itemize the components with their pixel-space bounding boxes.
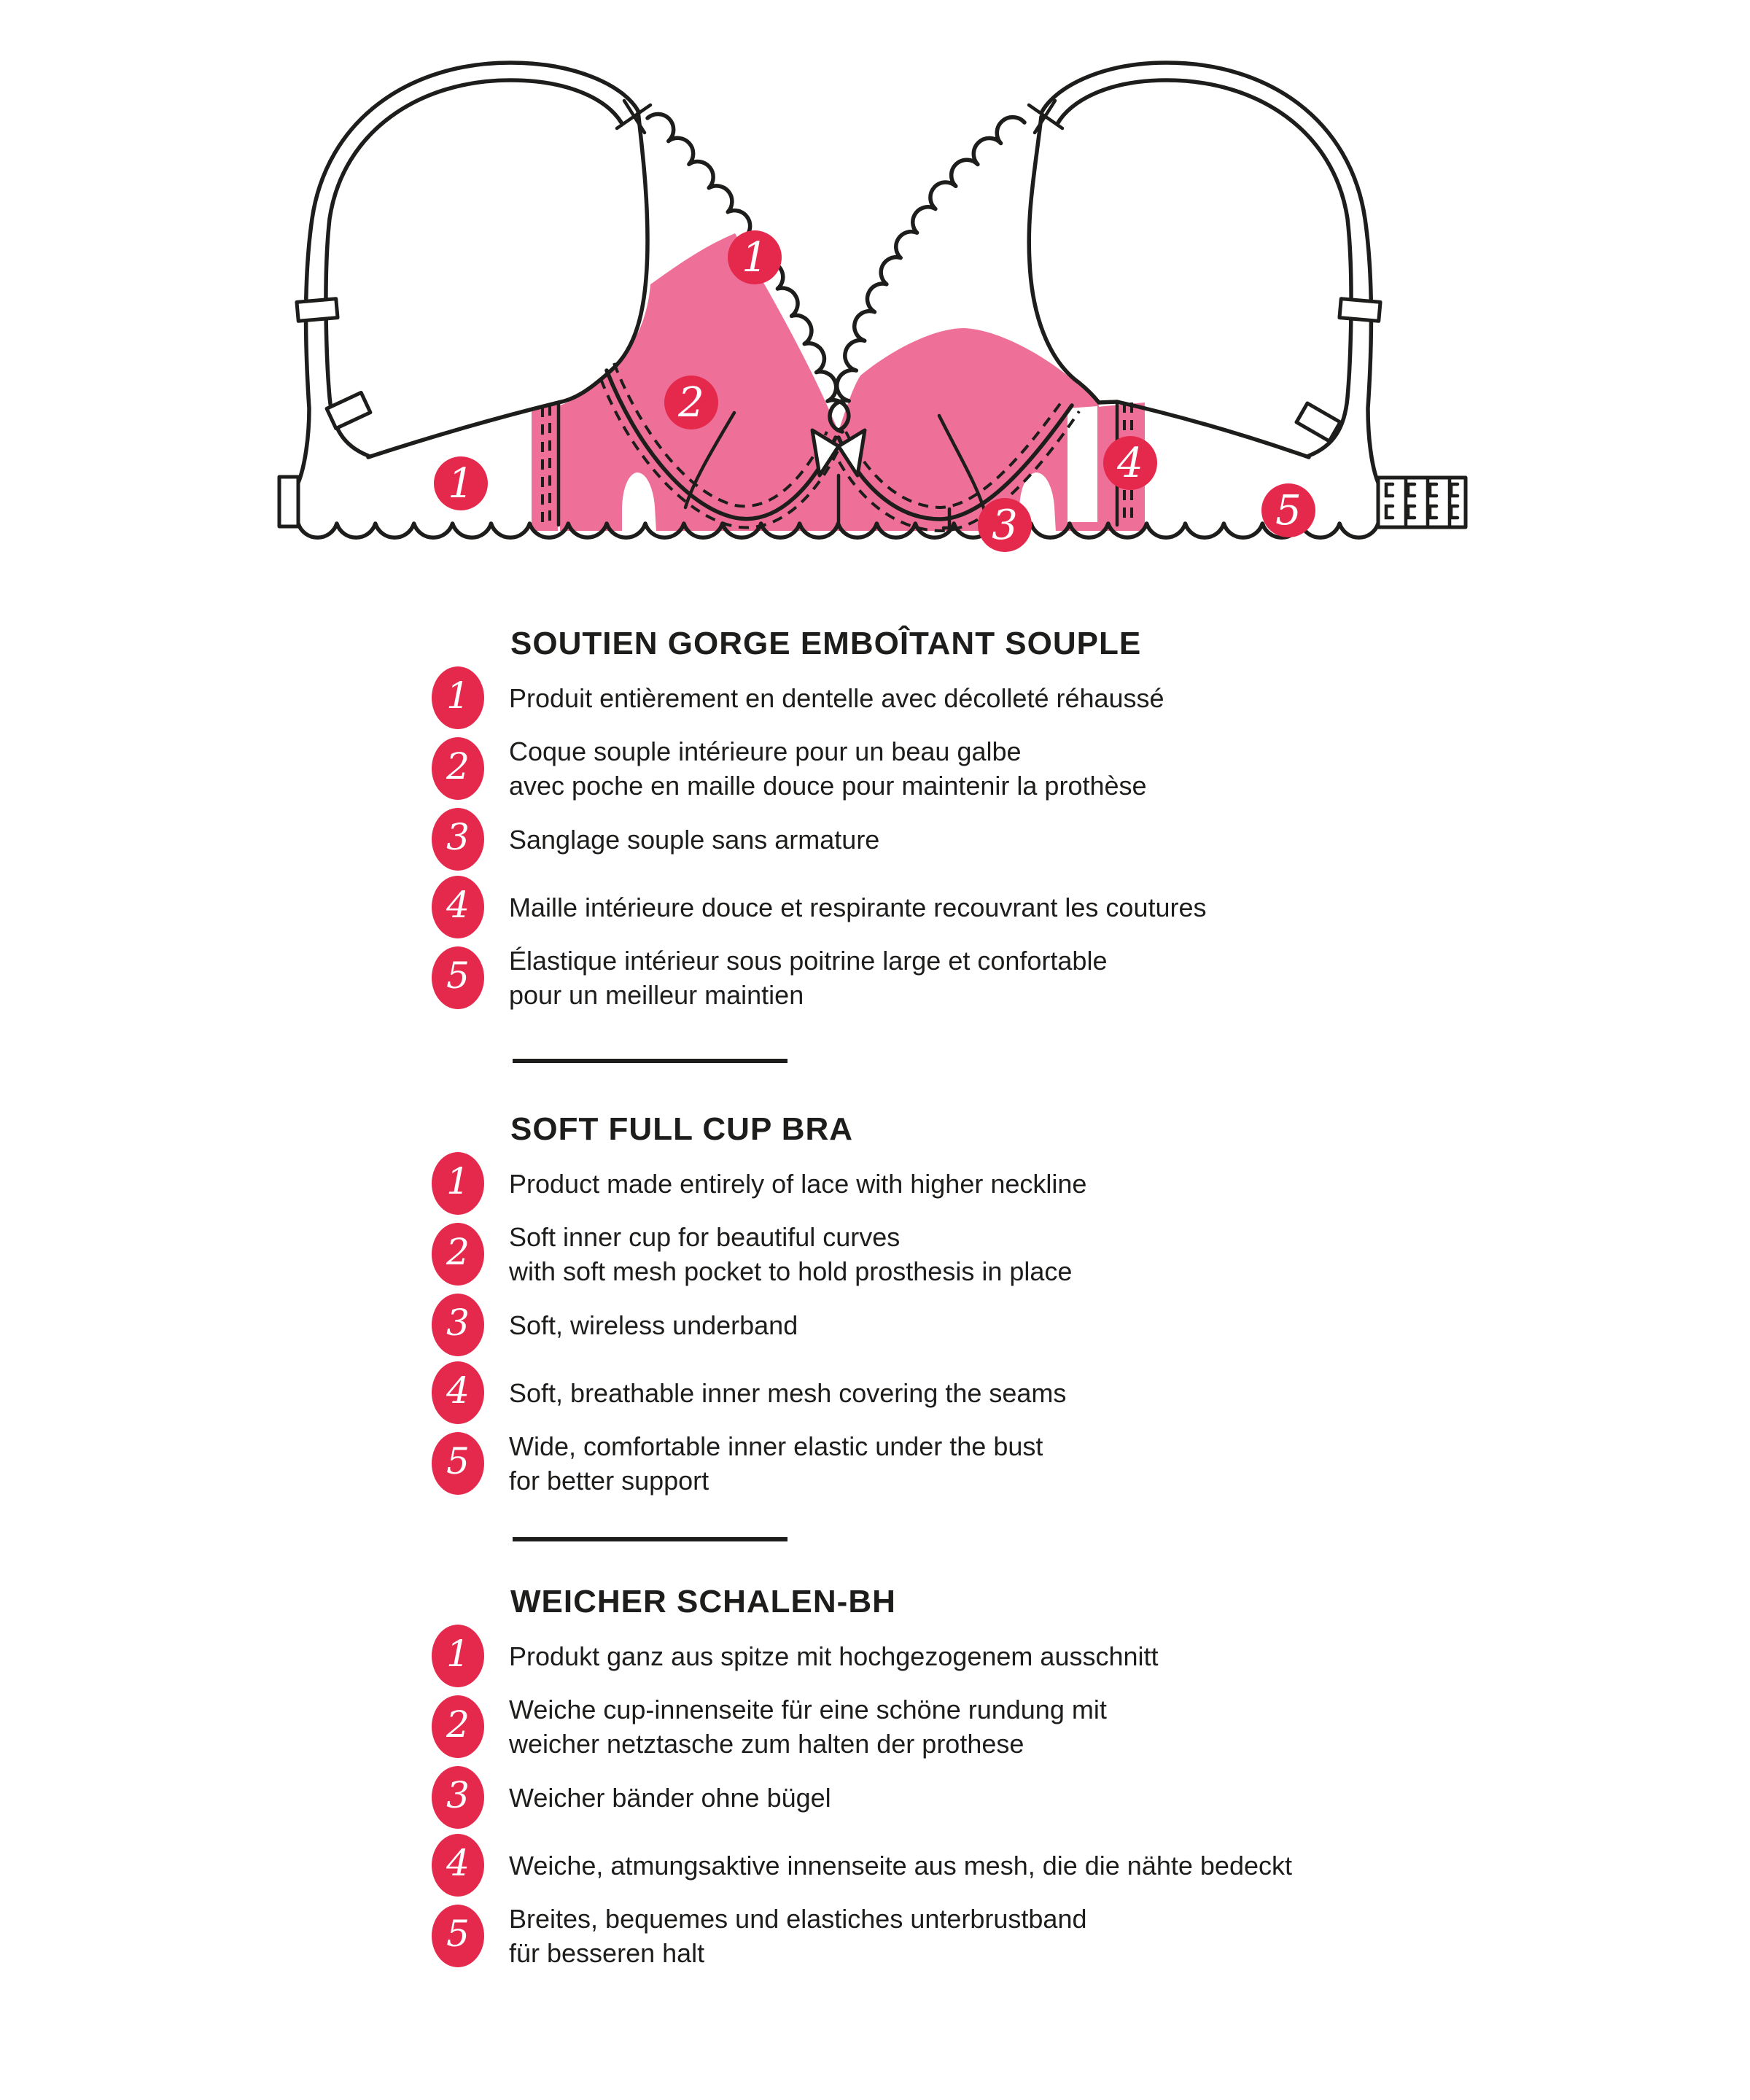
- item-number-badge: 1: [432, 1152, 484, 1215]
- feature-item: [432, 666, 1569, 729]
- item-text: Breites, bequemes und elastiches unterbrustband für besseren halt: [509, 1904, 1087, 1968]
- item-number-badge: 2: [432, 737, 484, 800]
- item-text: Weiche cup-innenseite für eine schöne rundung mit weicher netztasche zum halten der prothese: [509, 1695, 1107, 1759]
- feature-item: [432, 1294, 1569, 1356]
- section-title: SOFT FULL CUP BRA: [510, 1111, 854, 1147]
- svg-text:4: 4: [1117, 440, 1143, 487]
- item-number-badge: 3: [432, 1294, 484, 1356]
- item-text: Élastique intérieur sous poitrine large et confortable pour un meilleur maintien: [509, 946, 1108, 1010]
- section-title: SOUTIEN GORGE EMBOÎTANT SOUPLE: [510, 626, 1142, 661]
- item-number-badge: 3: [432, 1766, 484, 1829]
- item-number-badge: 1: [432, 1625, 484, 1687]
- feature-list: [432, 1625, 1569, 1970]
- item-text: Wide, comfortable inner elastic under the bust for better support: [509, 1431, 1043, 1496]
- item-number-badge: 4: [432, 1834, 484, 1897]
- section-title: WEICHER SCHALEN-BH: [510, 1584, 896, 1619]
- feature-list: [432, 1152, 1569, 1498]
- svg-text:1: 1: [742, 234, 768, 281]
- feature-item: [432, 1902, 1569, 1970]
- item-text: Produit entièrement en dentelle avec décolleté réhaussé: [509, 682, 1164, 713]
- feature-item: [432, 1152, 1569, 1215]
- item-text: Maille intérieure douce et respirante recouvrant les coutures: [509, 892, 1207, 922]
- feature-item: [432, 1220, 1569, 1288]
- svg-text:5: 5: [1275, 487, 1302, 534]
- feature-item: [432, 876, 1569, 938]
- item-number-badge: 5: [432, 946, 484, 1009]
- svg-text:2: 2: [678, 379, 704, 427]
- feature-item: [432, 1692, 1569, 1761]
- item-number-badge: 1: [432, 666, 484, 729]
- feature-item: [432, 808, 1569, 871]
- section-divider: [513, 1537, 788, 1541]
- item-number-badge: 2: [432, 1223, 484, 1286]
- item-number-badge: 5: [432, 1905, 484, 1967]
- item-text: Produkt ganz aus spitze mit hochgezogenem ausschnitt: [509, 1641, 1159, 1671]
- section-divider: [513, 1059, 788, 1063]
- item-text: Soft, wireless underband: [509, 1310, 798, 1340]
- feature-item: [432, 1834, 1569, 1897]
- feature-section: [432, 1584, 1569, 1975]
- item-text: Soft, breathable inner mesh covering the seams: [509, 1377, 1067, 1408]
- feature-item: [432, 1429, 1569, 1498]
- feature-item: [432, 944, 1569, 1012]
- item-text: Sanglage souple sans armature: [509, 824, 880, 855]
- item-text: Weiche, atmungsaktive innenseite aus mesh, die die nähte bedeckt: [509, 1850, 1292, 1881]
- item-text: Weicher bänder ohne bügel: [509, 1782, 831, 1813]
- item-number-badge: 2: [432, 1695, 484, 1758]
- feature-item: [432, 1361, 1569, 1424]
- item-text: Product made entirely of lace with higher neckline: [509, 1168, 1087, 1199]
- item-number-badge: 3: [432, 808, 484, 871]
- feature-item: [432, 1766, 1569, 1829]
- item-number-badge: 4: [432, 876, 484, 938]
- feature-section: [432, 626, 1569, 1017]
- item-text: Coque souple intérieure pour un beau galbe avec poche en maille douce pour maintenir la prothèse: [509, 736, 1147, 801]
- item-number-badge: 5: [432, 1432, 484, 1495]
- item-number-badge: 4: [432, 1361, 484, 1424]
- feature-section: [432, 1111, 1569, 1503]
- svg-text:1: 1: [448, 460, 474, 508]
- svg-text:3: 3: [992, 502, 1018, 549]
- feature-item: [432, 734, 1569, 803]
- feature-item: [432, 1625, 1569, 1687]
- feature-list: [432, 666, 1569, 1012]
- item-text: Soft inner cup for beautiful curves with soft mesh pocket to hold prosthesis in place: [509, 1222, 1073, 1286]
